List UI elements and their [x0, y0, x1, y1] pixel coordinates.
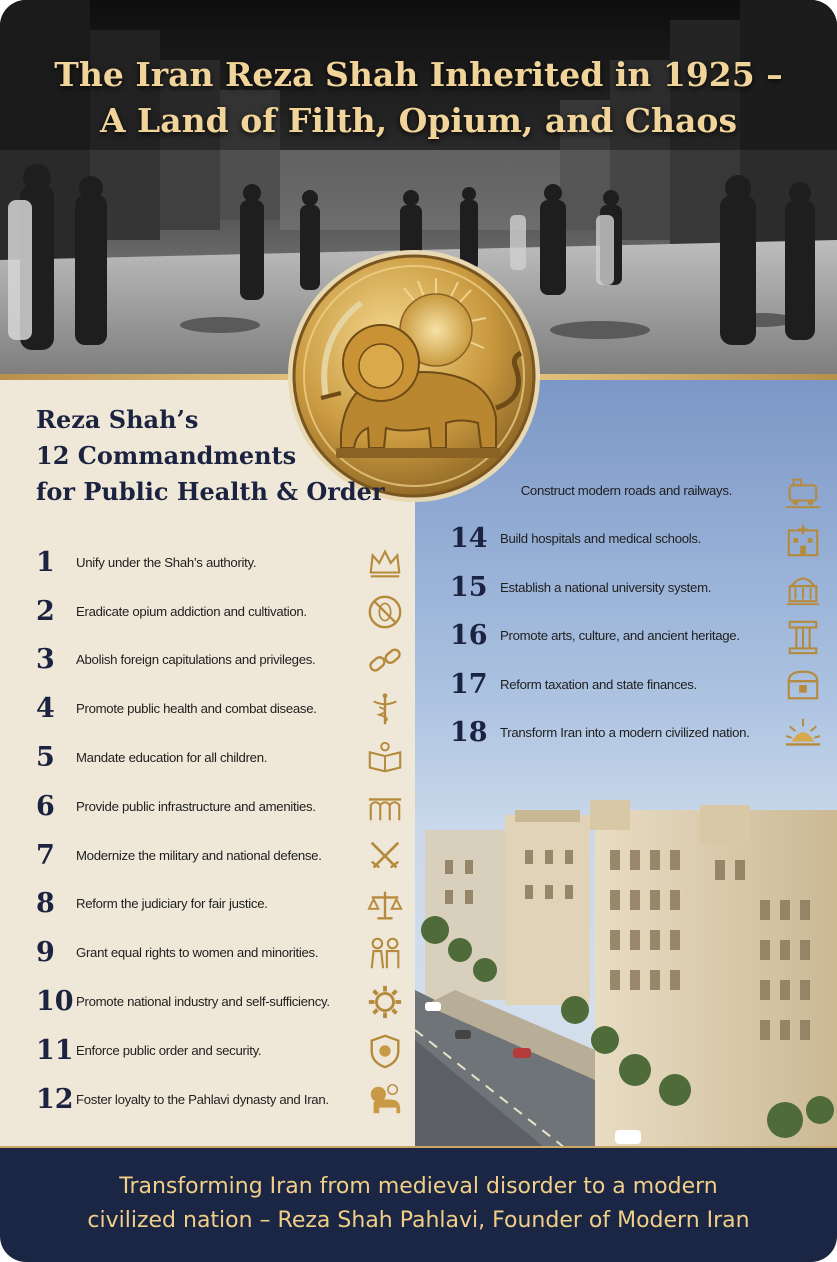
- list-item: [36, 928, 396, 977]
- commandments-heading: [36, 402, 385, 510]
- list-item: [450, 709, 810, 758]
- item-text: Transform Iran into a modern civilized nation.: [500, 725, 750, 741]
- scales-icon: [366, 886, 404, 924]
- university-icon: [784, 569, 822, 607]
- list-item: [36, 684, 396, 733]
- footer-line-2: civilized nation – Reza Shah Pahlavi, Founder of Modern Iran: [87, 1208, 750, 1233]
- item-number: 2: [36, 595, 55, 627]
- list-item: [36, 977, 396, 1026]
- item-number: 18: [450, 717, 488, 749]
- bridge-icon: [366, 788, 404, 826]
- list-item: [450, 515, 810, 564]
- sunrise-icon: [784, 715, 822, 753]
- item-text: Promote public health and combat disease.: [76, 701, 317, 717]
- gear-icon: [366, 983, 404, 1021]
- list-item: [36, 587, 396, 636]
- item-text: Promote arts, culture, and ancient heritage.: [500, 628, 740, 644]
- heading-line-3: for Public Health & Order: [36, 477, 385, 506]
- item-number: 5: [36, 742, 55, 774]
- item-text: Eradicate opium addiction and cultivation.: [76, 603, 307, 619]
- hospital-icon: [784, 521, 822, 559]
- heading-line-2: 12 Commandments: [36, 441, 297, 470]
- footer-line-1: Transforming Iran from medieval disorder to a modern: [119, 1174, 718, 1199]
- crown-icon: [366, 544, 404, 582]
- list-item: [36, 831, 396, 880]
- crossed-swords-icon: [366, 837, 404, 875]
- item-text: Grant equal rights to women and minorities.: [76, 945, 319, 961]
- item-number: 6: [36, 790, 55, 822]
- item-number: 17: [450, 668, 488, 700]
- item-text: Abolish foreign capitulations and privileges.: [76, 652, 316, 668]
- column-icon: [784, 618, 822, 656]
- item-number: 14: [450, 523, 488, 555]
- list-item: [36, 733, 396, 782]
- list-item: [36, 1026, 396, 1075]
- book-lamp-icon: [366, 739, 404, 777]
- item-text: Reform taxation and state finances.: [500, 676, 697, 692]
- people-icon: [366, 934, 404, 972]
- item-number: 8: [36, 888, 55, 920]
- item-text: Unify under the Shah’s authority.: [76, 554, 257, 570]
- item-number: 12: [36, 1083, 74, 1115]
- title-line-1: The Iran Reza Shah Inherited in 1925 –: [54, 55, 783, 94]
- broken-chain-icon: [366, 642, 404, 680]
- item-text: Mandate education for all children.: [76, 750, 268, 766]
- title-line-2: A Land of Filth, Opium, and Chaos: [99, 101, 738, 140]
- item-number: 3: [36, 644, 55, 676]
- item-number: 7: [36, 839, 55, 871]
- item-number: 9: [36, 937, 55, 969]
- list-item: [450, 660, 810, 709]
- list-item: [36, 1075, 396, 1124]
- list-item: [36, 782, 396, 831]
- item-text: Reform the judiciary for fair justice.: [76, 896, 268, 912]
- item-text: Promote national industry and self-sufficiency.: [76, 994, 330, 1010]
- item-text: Foster loyalty to the Pahlavi dynasty and Iran.: [76, 1091, 329, 1107]
- list-item: [36, 538, 396, 587]
- item-text: Modernize the military and national defense.: [76, 847, 322, 863]
- list-item: [36, 636, 396, 685]
- item-text: Enforce public order and security.: [76, 1042, 262, 1058]
- treasure-chest-icon: [784, 666, 822, 704]
- item-text: Build hospitals and medical schools.: [500, 531, 702, 547]
- reforms-list: [450, 466, 810, 757]
- item-text: Construct modern roads and railways.: [520, 482, 732, 498]
- caduceus-icon: [366, 690, 404, 728]
- list-item: [450, 612, 810, 661]
- train-icon: [784, 472, 822, 510]
- commandments-list: [36, 538, 396, 1124]
- list-item: [450, 563, 810, 612]
- heading-line-1: Reza Shah’s: [36, 405, 199, 434]
- item-number: 10: [36, 986, 74, 1018]
- item-text: Establish a national university system.: [500, 579, 712, 595]
- item-number: 11: [36, 1034, 74, 1066]
- page-title: [0, 52, 837, 144]
- item-number: 1: [36, 546, 55, 578]
- footer-caption: [0, 1170, 837, 1238]
- modern-city-illustration: [415, 790, 837, 1148]
- shield-icon: [366, 1032, 404, 1070]
- item-number: 4: [36, 693, 55, 725]
- item-text: Provide public infrastructure and amenities.: [76, 798, 316, 814]
- list-item: [36, 880, 396, 929]
- no-opium-icon: [366, 593, 404, 631]
- list-item: [450, 466, 810, 515]
- item-number: 15: [450, 571, 488, 603]
- lion-icon: [366, 1081, 404, 1119]
- item-number: 16: [450, 620, 488, 652]
